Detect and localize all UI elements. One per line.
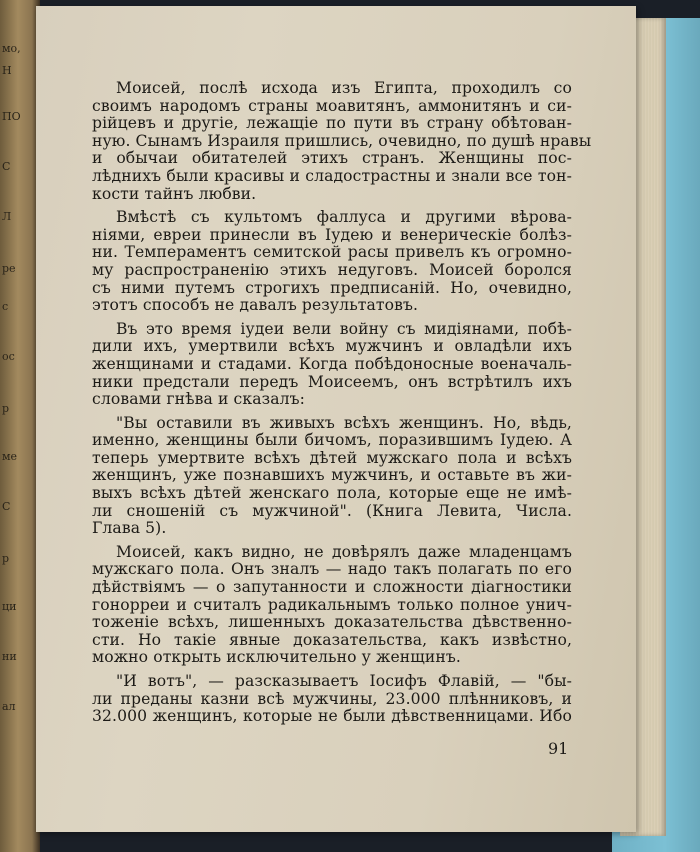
left-fragment: ци bbox=[2, 600, 17, 613]
text-line: "И вотъ", — разсказываетъ Іосифъ Флавій, — "бы- bbox=[116, 672, 572, 690]
left-fragment: мо, bbox=[2, 42, 21, 55]
text-line: тоженіе всѣхъ, лишенныхъ доказательства дѣвственно- bbox=[92, 613, 572, 632]
page-number: 91 bbox=[548, 739, 569, 758]
text-line: своимъ народомъ страны моавитянъ, аммонитянъ и си- bbox=[92, 96, 572, 115]
left-fragment: Л bbox=[2, 210, 12, 223]
book-page bbox=[36, 6, 636, 832]
left-fragment: ПО bbox=[2, 110, 21, 123]
text-line: этотъ способъ не давалъ результатовъ. bbox=[92, 296, 419, 315]
paragraph bbox=[92, 673, 572, 726]
text-line: словами гнѣва и сказалъ: bbox=[92, 390, 305, 409]
left-fragment: ал bbox=[2, 700, 16, 713]
text-line: именно, женщины были бичомъ, поразившимъ Іудею. А bbox=[92, 431, 572, 450]
text-line: и обычаи обитателей этихъ странъ. Женщины пос- bbox=[92, 149, 572, 168]
text-line: выхъ всѣхъ дѣтей женскаго пола, которые еще не имѣ- bbox=[92, 484, 572, 503]
left-fragment: ре bbox=[2, 262, 16, 275]
text-line: съ ними путемъ строгихъ предписаній. Но, очевидно, bbox=[92, 278, 572, 297]
left-fragment: р bbox=[2, 552, 10, 565]
text-line: лѣднихъ были красивы и сладострастны и знали все тон- bbox=[92, 166, 572, 185]
left-fragment: С bbox=[2, 500, 11, 513]
page-body bbox=[92, 79, 592, 732]
left-fragment: Н bbox=[2, 64, 12, 77]
text-line: мужскаго пола. Онъ зналъ — надо такъ полагать по его bbox=[92, 560, 572, 579]
text-line: сти. Но такіе явные доказательства, какъ извѣстно, bbox=[92, 630, 572, 649]
text-line: Въ это время іудеи вели войну съ мидіянами, побѣ- bbox=[116, 319, 572, 338]
text-line: ніями, евреи принесли въ Іудею и венерическіе болѣз- bbox=[92, 225, 572, 244]
text-line: Моисей, послѣ исхода изъ Египта, проходилъ со bbox=[116, 79, 572, 97]
text-line: ли преданы казни всѣ мужчины, 23.000 плѣнниковъ, и bbox=[92, 689, 572, 708]
text-line: женщинъ, уже познавшихъ мужчинъ, и оставьте въ жи- bbox=[92, 466, 572, 485]
text-line: "Вы оставили въ живыхъ всѣхъ женщинъ. Но, вѣдь, bbox=[116, 413, 572, 432]
left-fragment: С bbox=[2, 160, 11, 173]
left-fragment: ос bbox=[2, 350, 15, 363]
paragraph bbox=[92, 209, 572, 315]
paragraph bbox=[92, 544, 572, 667]
text-line: ники предстали передъ Моисеемъ, онъ встрѣтилъ ихъ bbox=[92, 372, 572, 391]
left-fragment: ни bbox=[2, 650, 17, 663]
text-line: ную. Сынамъ Израиля пришлись, очевидно, по душѣ нравы bbox=[92, 131, 592, 150]
paragraph bbox=[92, 79, 592, 203]
text-line: Вмѣстѣ съ культомъ фаллуса и другими вѣрова- bbox=[116, 208, 572, 227]
text-line: дѣйствіямъ — о запутанности и сложности діагностики bbox=[92, 578, 572, 597]
left-fragment: с bbox=[2, 300, 9, 313]
paragraph bbox=[92, 415, 572, 538]
text-line: рійцевъ и другіе, лежащіе по пути въ страну обѣтован- bbox=[92, 114, 572, 133]
text-line: можно открыть исключительно у женщинъ. bbox=[92, 648, 461, 667]
text-line: ни. Темпераментъ семитской расы привелъ къ огромно- bbox=[92, 243, 572, 262]
text-line: Моисей, какъ видно, не довѣрялъ даже младенцамъ bbox=[116, 542, 572, 561]
text-line: гонорреи и считалъ радикальнымъ только полное унич- bbox=[92, 595, 572, 614]
text-line: Глава 5). bbox=[92, 519, 167, 538]
text-line: 32.000 женщинъ, которые не были дѣвственницами. Ибо bbox=[92, 707, 572, 726]
text-line: кости тайнъ любви. bbox=[92, 184, 257, 203]
text-line: ли сношеній съ мужчиной". (Книга Левита, Числа. bbox=[92, 501, 572, 520]
left-fragment: р bbox=[2, 402, 10, 415]
text-line: теперь умертвите всѣхъ дѣтей мужскаго пола и всѣхъ bbox=[92, 448, 572, 467]
left-page-edge bbox=[0, 0, 40, 852]
left-fragment: ме bbox=[2, 450, 18, 463]
text-line: му распространенію этихъ недуговъ. Моисей боролся bbox=[92, 260, 572, 279]
text-line: женщинами и стадами. Когда побѣдоносные военачаль- bbox=[92, 354, 572, 373]
paragraph bbox=[92, 321, 572, 409]
text-line: дили ихъ, умертвили всѣхъ мужчинъ и овладѣли ихъ bbox=[92, 337, 572, 356]
